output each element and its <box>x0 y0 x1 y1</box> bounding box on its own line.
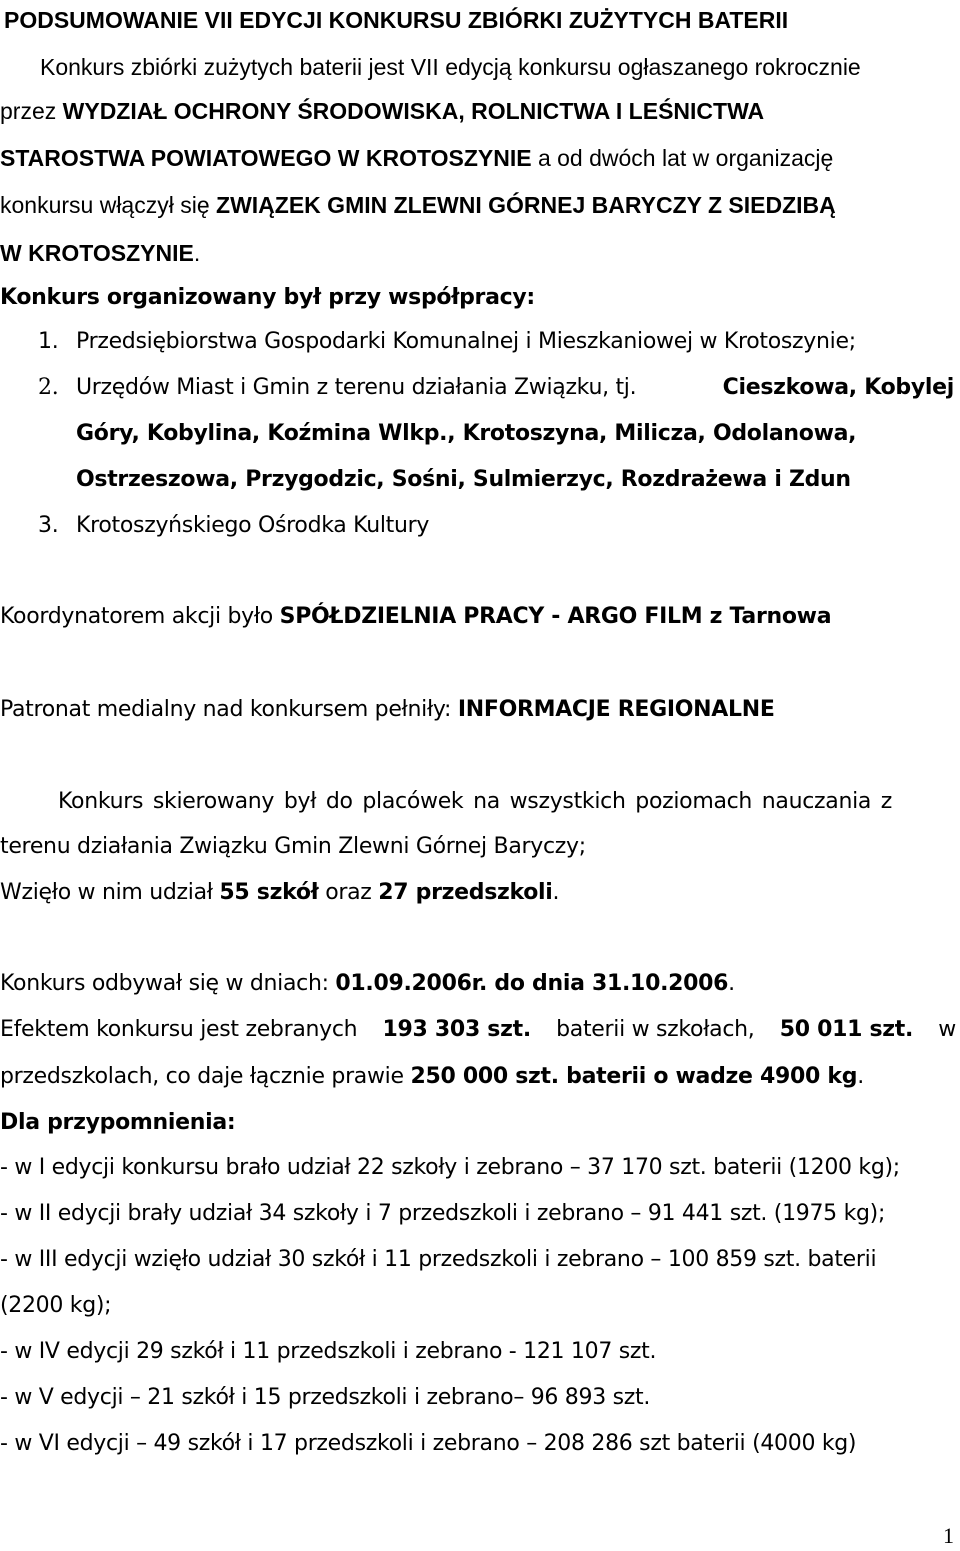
edition-5-summary: - w V edycji – 21 szkół i 15 przedszkoli i zebrano– 96 893 szt. <box>0 1385 651 1410</box>
cooperation-item-2-number: 2. <box>38 375 59 400</box>
scope-text: oraz <box>318 880 379 905</box>
reminder-heading: Dla przypomnienia: <box>0 1110 236 1135</box>
coordinator-value: SPÓŁDZIELNIA PRACY - ARGO FILM z Tarnowa <box>279 604 832 629</box>
dates-value: 01.09.2006r. do dnia 31.10.2006 <box>335 971 729 996</box>
county-office-name: STAROSTWA POWIATOWEGO W KROTOSZYNIE <box>0 145 532 171</box>
effect-line-2 <box>0 1063 960 1091</box>
cooperation-heading: Konkurs organizowany był przy współpracy: <box>0 285 535 310</box>
union-name: ZWIĄZEK GMIN ZLEWNI GÓRNEJ BARYCZY Z SIEDZIBĄ <box>216 192 836 218</box>
total-batteries: 250 000 szt. baterii o wadze 4900 kg <box>410 1064 858 1089</box>
intro-text: . <box>193 240 201 266</box>
intro-line-3 <box>0 144 960 172</box>
edition-2-summary: - w II edycji brały udział 34 szkoły i 7 przedszkoli i zebrano – 91 441 szt. (1975 kg); <box>0 1201 886 1226</box>
effect-line-1 <box>0 1016 956 1044</box>
cooperation-item-2-line-3: Ostrzeszowa, Przygodzic, Sośni, Sulmierzyc, Rozdrażewa i Zdun <box>76 467 851 492</box>
cooperation-item-2-text: Urzędów Miast i Gmin z terenu działania Związku, tj. <box>76 375 644 400</box>
page-number: 1 <box>943 1523 954 1548</box>
patronage-label: Patronat medialny nad konkursem pełniły: <box>0 697 458 722</box>
schools-count: 55 szkół <box>219 880 319 905</box>
department-name: WYDZIAŁ OCHRONY ŚRODOWISKA, ROLNICTWA I LEŚNICTWA <box>62 98 765 124</box>
scope-line-2: terenu działania Związku Gmin Zlewni Górnej Baryczy; <box>0 834 586 859</box>
edition-4-summary: - w IV edycji 29 szkół i 11 przedszkoli i zebrano - 121 107 szt. <box>0 1339 657 1364</box>
dates-end: . <box>728 971 735 996</box>
intro-text: a od dwóch lat w organizację <box>531 145 834 171</box>
edition-1-summary: - w I edycji konkursu brało udział 22 szkoły i zebrano – 37 170 szt. baterii (1200 kg); <box>0 1155 900 1180</box>
scope-text: . <box>552 880 560 905</box>
edition-3-summary: - w III edycji wzięło udział 30 szkół i 11 przedszkoli i zebrano – 100 859 szt. baterii <box>0 1247 877 1272</box>
intro-text: konkursu włączył się <box>0 192 217 218</box>
effect-text: przedszkolach, co daje łącznie prawie <box>0 1064 411 1089</box>
intro-text: przez <box>0 98 63 124</box>
edition-6-summary: - w VI edycji – 49 szkół i 17 przedszkoli i zebrano – 208 286 szt baterii (4000 kg) <box>0 1431 857 1456</box>
intro-line-2 <box>0 97 960 125</box>
page-title: PODSUMOWANIE VII EDYCJI KONKURSU ZBIÓRKI ZUŻYTYCH BATERII <box>4 7 789 33</box>
intro-line-5 <box>0 239 960 267</box>
scope-line-1: Konkurs skierowany był do placówek na wszystkich poziomach nauczania z <box>58 789 893 814</box>
effect-text: baterii w szkołach, <box>549 1017 762 1042</box>
coordinator-label: Koordynatorem akcji było <box>0 604 280 629</box>
effect-text: w <box>931 1017 956 1042</box>
coordinator-line <box>0 603 960 631</box>
cooperation-item-1-number: 1. <box>38 329 59 354</box>
cooperation-item-1: Przedsiębiorstwa Gospodarki Komunalnej i Mieszkaniowej w Krotoszynie; <box>76 329 856 354</box>
kindergartens-batteries: 50 011 szt. <box>779 1017 914 1042</box>
dates-line <box>0 970 960 998</box>
patronage-value: INFORMACJE REGIONALNE <box>457 697 775 722</box>
schools-batteries: 193 303 szt. <box>382 1017 531 1042</box>
union-seat: W KROTOSZYNIE <box>0 240 194 266</box>
scope-line-3 <box>0 879 960 907</box>
town-list-start: Cieszkowa, Kobylej <box>722 375 954 400</box>
cooperation-item-3-number: 3. <box>38 513 59 538</box>
edition-3-summary-cont: (2200 kg); <box>0 1293 112 1318</box>
intro-line-1: Konkurs zbiórki zużytych baterii jest VII edycją konkursu ogłaszanego rokrocznie <box>40 54 861 80</box>
town-list: Góry, Kobylina, Koźmina Wlkp. <box>76 421 448 446</box>
cooperation-item-2-line-1 <box>76 374 954 402</box>
cooperation-item-3: Krotoszyńskiego Ośrodka Kultury <box>76 513 430 538</box>
patronage-line <box>0 696 960 724</box>
intro-line-4 <box>0 191 960 219</box>
dates-label: Konkurs odbywał się w dniach: <box>0 971 336 996</box>
effect-text: . <box>857 1064 864 1089</box>
town-list: , Krotoszyna, Milicza, Odolanowa, <box>447 421 857 446</box>
cooperation-item-2-line-2 <box>76 420 956 448</box>
effect-text: Efektem konkursu jest zebranych <box>0 1017 365 1042</box>
scope-text: Wzięło w nim udział <box>0 880 220 905</box>
kindergartens-count: 27 przedszkoli <box>378 880 553 905</box>
